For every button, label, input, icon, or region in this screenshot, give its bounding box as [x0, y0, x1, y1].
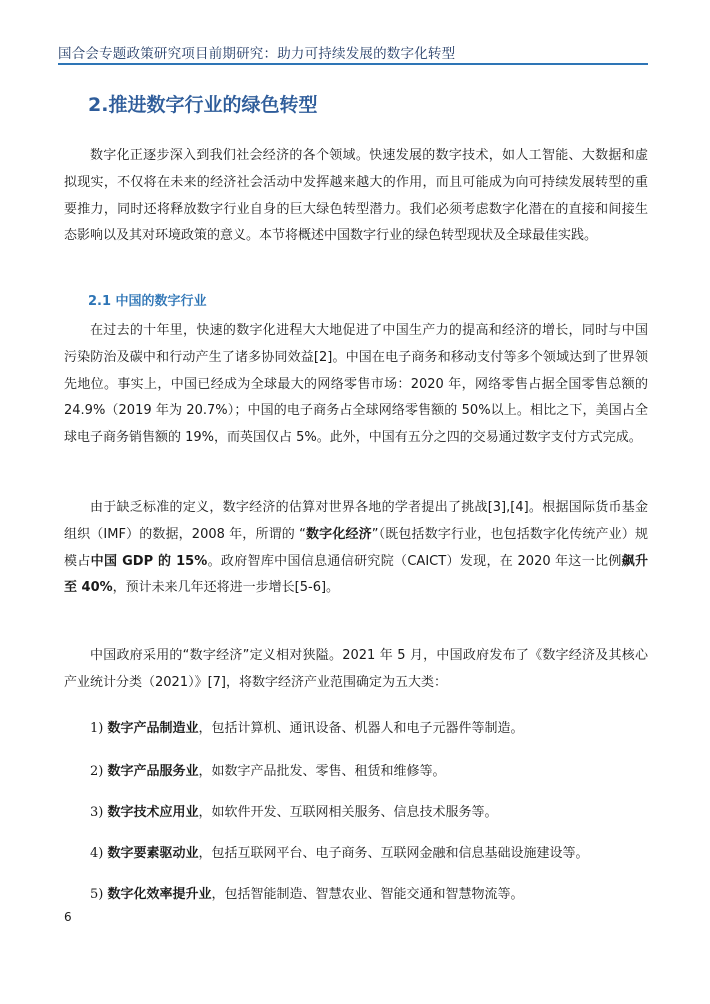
- list-item: [90, 885, 524, 905]
- list-item: [90, 844, 589, 864]
- para3-bold-gdp-share: 中国 GDP 的 15%: [90, 553, 208, 569]
- list-item-desc: ，如软件开发、互联网相关服务、信息技术服务等。: [198, 805, 498, 820]
- list-item-term: 数字技术应用业: [107, 805, 199, 820]
- list-item-number: 2): [90, 764, 104, 779]
- para3-text-4: ，预计未来几年还将进一步增长[5-6]。: [112, 580, 340, 596]
- list-item-term: 数字要素驱动业: [107, 846, 199, 861]
- list-item: [90, 762, 446, 782]
- subsection-title: 2.1 中国的数字行业: [88, 294, 207, 309]
- page-number: 6: [64, 910, 72, 924]
- paragraph-digital-economy-size: [64, 495, 648, 602]
- para3-text-2: ”（既包括数字行业，也包括数字化传统产业）规模占: [64, 526, 648, 569]
- list-item-term: 数字化效率提升业: [107, 887, 212, 902]
- list-item-desc: ，包括计算机、通讯设备、机器人和电子元器件等制造。: [198, 721, 524, 736]
- list-item: [90, 803, 498, 823]
- list-item-desc: ，包括智能制造、智慧农业、智能交通和智慧物流等。: [211, 887, 524, 902]
- list-item-desc: ，包括互联网平台、电子商务、互联网金融和信息基础设施建设等。: [198, 846, 589, 861]
- para3-text-1: 由于缺乏标准的定义，数字经济的估算对世界各地的学者提出了挑战[3],[4]。根据国际货币基金组织（IMF）的数据，2008 年，所谓的 “: [64, 500, 648, 542]
- list-item-number: 5): [90, 887, 104, 902]
- list-item: [90, 719, 524, 739]
- running-header: 国合会专题政策研究项目前期研究：助力可持续发展的数字化转型: [58, 46, 456, 62]
- list-item-number: 1): [90, 721, 104, 736]
- header-rule: [58, 63, 648, 65]
- para3-bold-surge: 飙升至 40%: [64, 553, 648, 596]
- list-item-term: 数字产品制造业: [107, 721, 199, 736]
- paragraph-definition: 中国政府采用的“数字经济”定义相对狭隘。2021 年 5 月，中国政府发布了《数字经济及其核心产业统计分类（2021）》[7]，将数字经济产业范围确定为五大类：: [64, 648, 648, 690]
- list-item-number: 3): [90, 805, 104, 820]
- list-item-term: 数字产品服务业: [107, 764, 199, 779]
- paragraph-china-digital: 在过去的十年里，快速的数字化进程大大地促进了中国生产力的提高和经济的增长，同时与中国污染防治及碳中和行动产生了诸多协同效益[2]。中国在电子商务和移动支付等多个领域达到了世界领先地位。事实上，中国已经成为全球最大的网络零售市场：2020 年，网络零售占据全国零售总额的 24.9%（2019 年为 20.7%）；中国的电子商务占全球网络零售额的 50%以上。相比之下，美国占全球电子商务销售额的 19%，而英国仅占 5%。此外，中国有五分之四的交易通过数字支付方式完成。: [64, 323, 648, 446]
- paragraph-intro: 数字化正逐步深入到我们社会经济的各个领域。快速发展的数字技术，如人工智能、大数据和虚拟现实，不仅将在未来的经济社会活动中发挥越来越大的作用，而且可能成为向可持续发展转型的重要推力，同时还将释放数字行业自身的巨大绿色转型潜力。我们必须考虑数字化潜在的直接和间接生态影响以及其对环境政策的意义。本节将概述中国数字行业的绿色转型现状及全球最佳实践。: [64, 148, 648, 244]
- list-item-number: 4): [90, 846, 104, 861]
- para3-bold-digital-economy: 数字化经济: [305, 526, 372, 542]
- list-item-desc: ，如数字产品批发、零售、租赁和维修等。: [198, 764, 446, 779]
- para3-text-3: 。政府智库中国信息通信研究院（CAICT）发现，在 2020 年这一比例: [207, 553, 622, 569]
- section-title: 2.推进数字行业的绿色转型: [88, 94, 318, 116]
